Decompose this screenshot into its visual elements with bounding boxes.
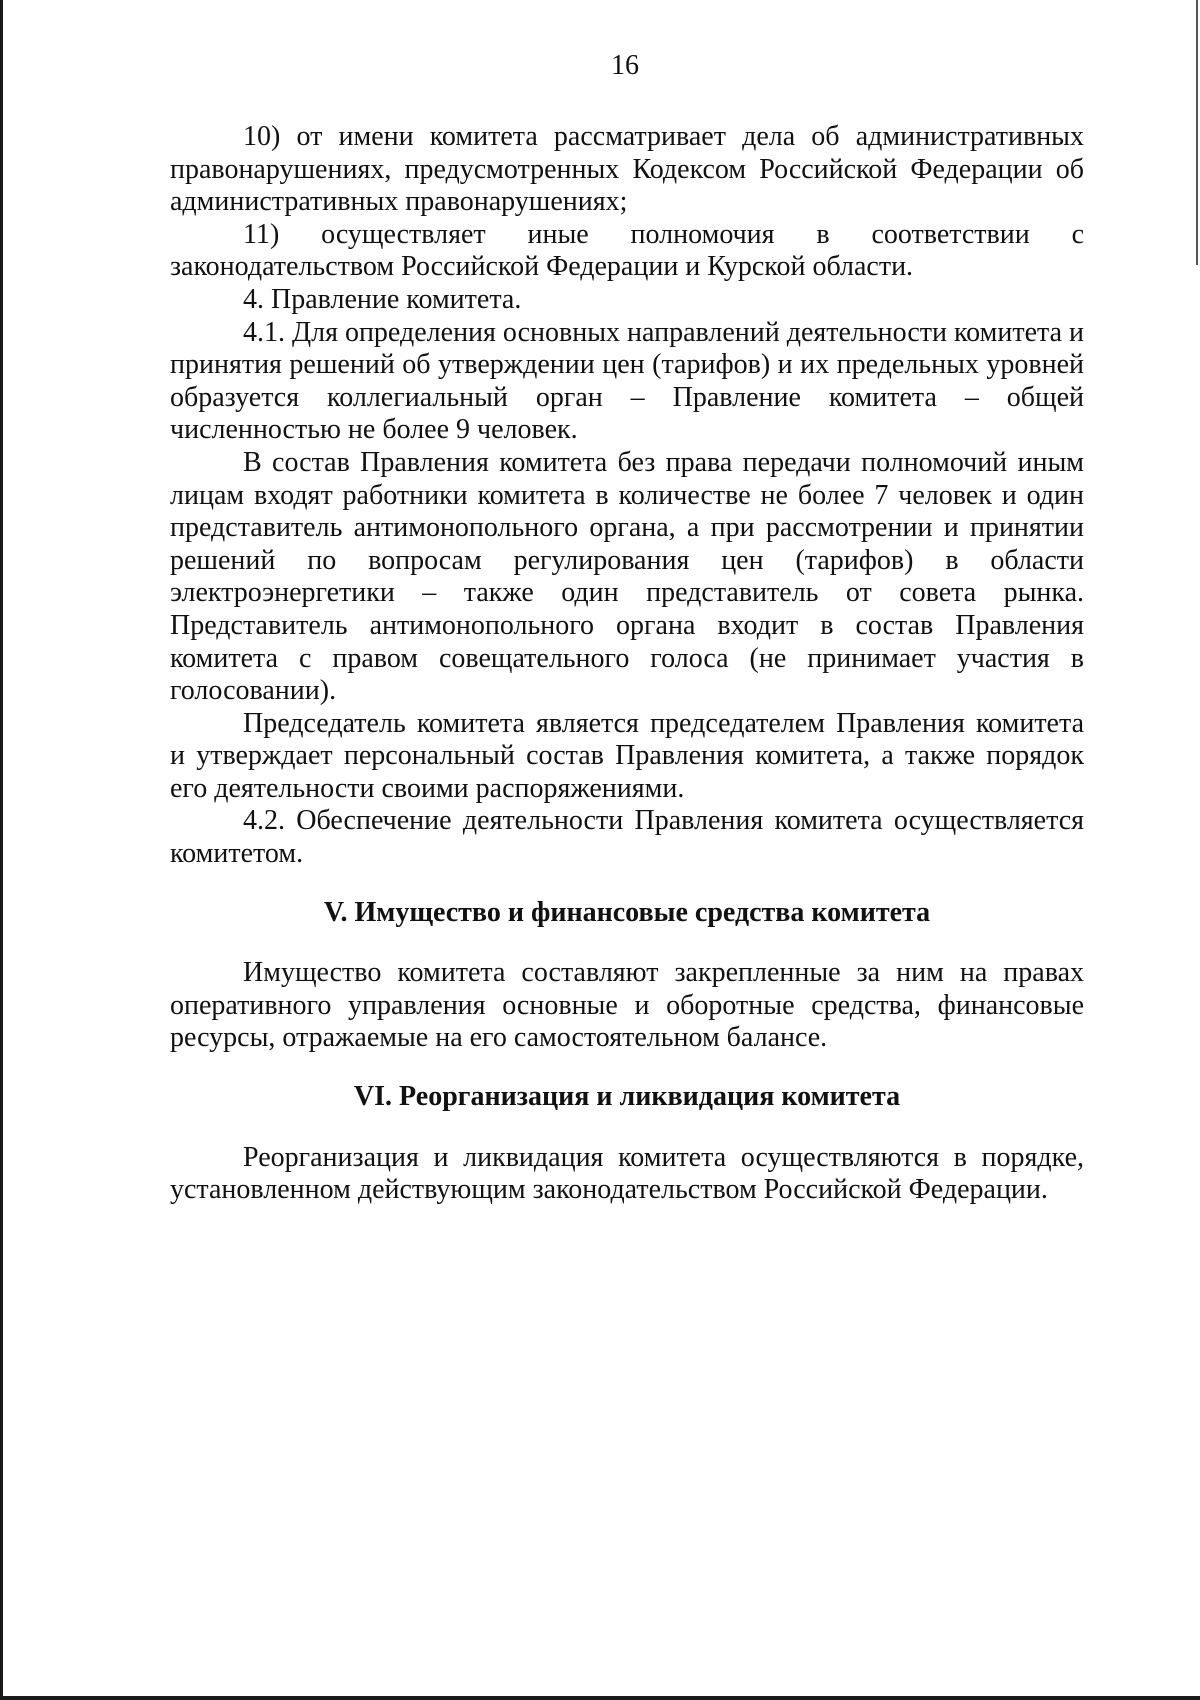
item-10-paragraph: 10) от имени комитета рассматривает дела об административных правонарушениях, предусмотренных Кодексом Российской Федерации об административных правонарушениях; <box>170 121 1084 218</box>
section-6-title: VI. Реорганизация и ликвидация комитета <box>353 1081 901 1113</box>
section-6-text: Реорганизация и ликвидация комитета осуществляются в порядке, установленном действующим законодательством Российской Федерации. <box>170 1141 1084 1206</box>
scan-edge-left <box>0 0 3 1700</box>
clause-4-2-paragraph: 4.2. Обеспечение деятельности Правления комитета осуществляется комитетом. <box>170 805 1084 870</box>
document-body <box>170 121 1084 1207</box>
section-5-title: V. Имущество и финансовые средства комитета <box>323 896 931 928</box>
item-11-paragraph: 11) осуществляет иные полномочия в соответствии с законодательством Российской Федерации и Курской области. <box>170 218 1084 283</box>
scan-edge-right <box>1196 0 1198 265</box>
clause-4-1-paragraph: 4.1. Для определения основных направлений деятельности комитета и принятия решений об утверждении цен (тарифов) и их предельных уровней образуется коллегиальный орган – Правление комитета – общей численностью не более 9 человек. <box>170 316 1084 446</box>
section-4-heading: 4. Правление комитета. <box>243 283 522 315</box>
chairman-paragraph: Председатель комитета является председателем Правления комитета и утверждает персональный состав Правления комитета, а также порядок его деятельности своими распоряжениями. <box>170 707 1084 804</box>
page-number: 16 <box>611 50 639 81</box>
section-5-text: Имущество комитета составляют закрепленные за ним на правах оперативного управления основные и оборотные средства, финансовые ресурсы, отражаемые на его самостоятельном балансе. <box>170 957 1084 1054</box>
scan-edge-bottom <box>0 1696 1200 1700</box>
board-composition-paragraph: В состав Правления комитета без права передачи полномочий иным лицам входят работники комитета в количестве не более 7 человек и один представитель антимонопольного органа, а при рассмотрении и принятии решений по вопросам регулирования цен (тарифов) в области электроэнергетики – также один представитель от совета рынка. Представитель антимонопольного органа входит в состав Правления комитета с правом совещательного голоса (не принимает участия в голосовании). <box>170 446 1084 707</box>
